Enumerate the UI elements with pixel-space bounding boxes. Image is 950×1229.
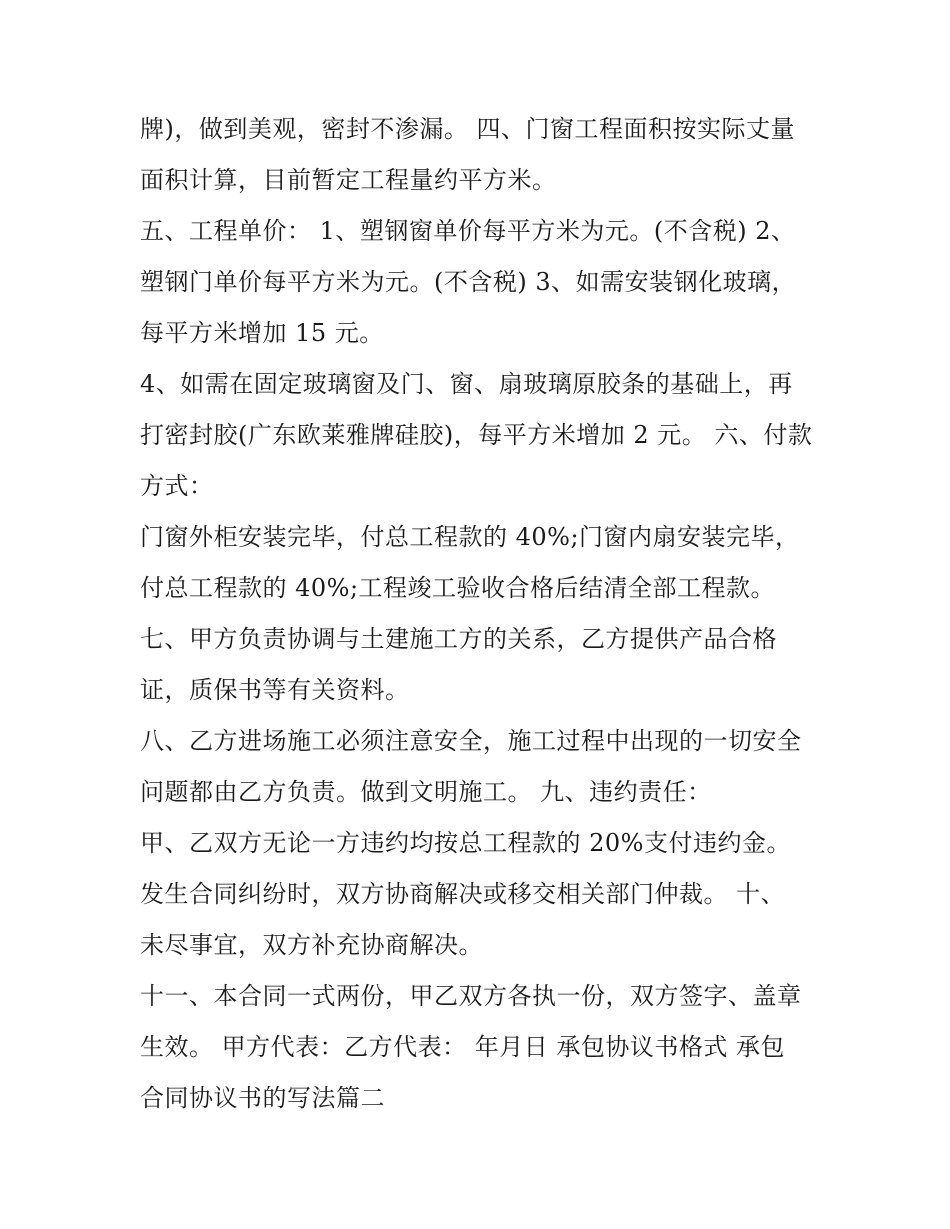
text-line: 七、甲方负责协调与土建施工方的关系，乙方提供产品合格 [140, 625, 777, 653]
text-line: 塑钢门单价每平方米为元。(不含税) 3、如需安装钢化玻璃， [140, 268, 797, 296]
text-line: 生效。 甲方代表：乙方代表： 年月日 承包协议书格式 承包 [140, 1033, 786, 1061]
text-line: 未尽事宜，双方补充协商解决。 [140, 931, 483, 959]
document-body [140, 104, 830, 1124]
text-line: 方式： [140, 472, 214, 500]
text-line: 五、工程单价： 1、塑钢窗单价每平方米为元。(不含税) 2、 [140, 217, 796, 245]
text-line: 门窗外柜安装完毕，付总工程款的 40%;门窗内扇安装完毕， [140, 523, 800, 551]
text-line: 十一、本合同一式两份，甲乙双方各执一份，双方签字、盖章 [140, 982, 802, 1010]
text-line: 甲、乙双方无论一方违约均按总工程款的 20%支付违约金。 [140, 829, 791, 857]
text-line: 每平方米增加 15 元。 [140, 319, 384, 347]
text-line: 4、如需在固定玻璃窗及门、窗、扇玻璃原胶条的基础上，再 [140, 370, 793, 398]
text-line: 合同协议书的写法篇二 [140, 1084, 385, 1112]
text-line: 证，质保书等有关资料。 [140, 676, 410, 704]
text-line: 付总工程款的 40%;工程竣工验收合格后结清全部工程款。 [140, 574, 776, 602]
text-line: 牌)，做到美观，密封不渗漏。 四、门窗工程面积按实际丈量 [140, 115, 795, 143]
text-line: 发生合同纠纷时，双方协商解决或移交相关部门仲裁。 十、 [140, 880, 786, 908]
text-line: 面积计算，目前暂定工程量约平方米。 [140, 166, 557, 194]
text-line: 八、乙方进场施工必须注意安全，施工过程中出现的一切安全 [140, 727, 802, 755]
text-line: 问题都由乙方负责。做到文明施工。 九、违约责任： [140, 778, 712, 806]
text-line: 打密封胶(广东欧莱雅牌硅胶)，每平方米增加 2 元。 六、付款 [140, 421, 813, 449]
